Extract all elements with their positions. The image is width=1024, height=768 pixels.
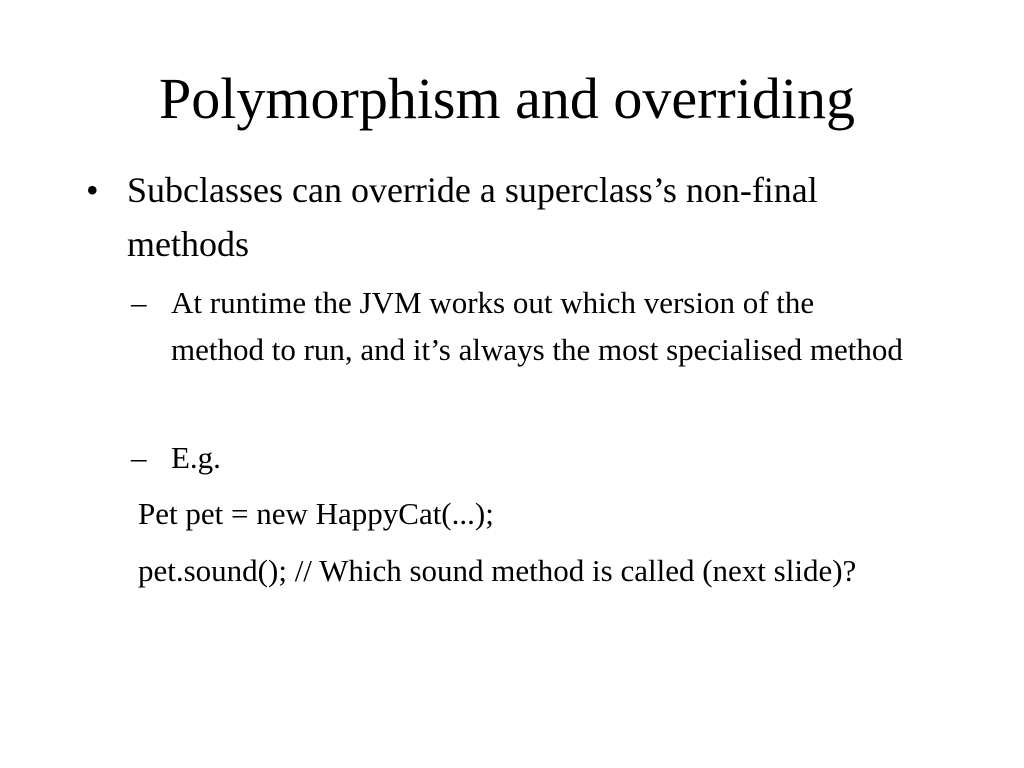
- code-line: [138, 490, 918, 537]
- bullet-marker: •: [86, 170, 99, 210]
- dash-marker: –: [131, 440, 147, 475]
- bullet-item: [86, 163, 946, 271]
- dash-marker: –: [131, 285, 147, 320]
- sub-bullet-text: E.g.: [171, 440, 221, 475]
- slide-title: Polymorphism and overriding: [159, 66, 855, 131]
- bullet-text: Subclasses can override a superclass’s non-final methods: [127, 170, 818, 264]
- sub-bullet-item: [131, 434, 931, 481]
- code-text: Pet pet = new HappyCat(...);: [138, 496, 494, 531]
- sub-bullet-text: At runtime the JVM works out which version of the method to run, and it’s always the most specialised method: [171, 285, 903, 367]
- sub-bullet-item: [131, 279, 931, 373]
- code-text: pet.sound(); // Which sound method is called (next slide)?: [138, 553, 857, 588]
- code-line: [138, 547, 918, 594]
